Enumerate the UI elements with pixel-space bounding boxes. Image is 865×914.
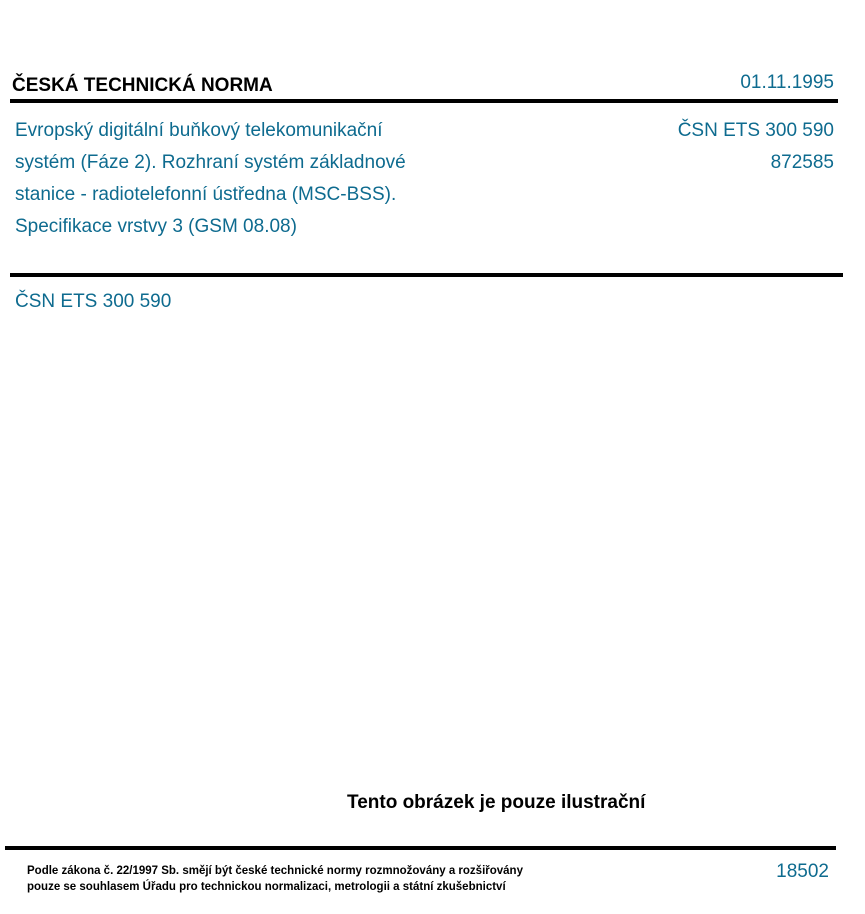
header-divider <box>10 99 838 103</box>
footer-code: 18502 <box>776 861 829 882</box>
title-line: Evropský digitální buňkový telekomunikační <box>15 120 383 141</box>
title-divider <box>10 273 843 277</box>
title-line: Specifikace vrstvy 3 (GSM 08.08) <box>15 216 297 237</box>
title-line: stanice - radiotelefonní ústředna (MSC-BSS). <box>15 184 397 205</box>
legal-notice <box>27 863 523 895</box>
legal-notice-line: pouze se souhlasem Úřadu pro technickou normalizaci, metrologii a státní zkušebnictví <box>27 881 506 893</box>
footer-divider <box>5 846 836 850</box>
publication-date: 01.11.1995 <box>740 72 834 93</box>
standard-identifiers <box>678 115 834 179</box>
legal-notice-line: Podle zákona č. 22/1997 Sb. smějí být české technické normy rozmnožovány a rozšiřovány <box>27 865 523 877</box>
document-type-heading: ČESKÁ TECHNICKÁ NORMA <box>12 75 273 96</box>
illustration-notice: Tento obrázek je pouze ilustrační <box>347 792 646 813</box>
standard-designation-repeat: ČSN ETS 300 590 <box>15 291 172 312</box>
classification-code: 872585 <box>770 152 834 173</box>
title-line: systém (Fáze 2). Rozhraní systém základnové <box>15 152 406 173</box>
standard-title <box>15 115 485 243</box>
standard-designation: ČSN ETS 300 590 <box>677 120 834 141</box>
